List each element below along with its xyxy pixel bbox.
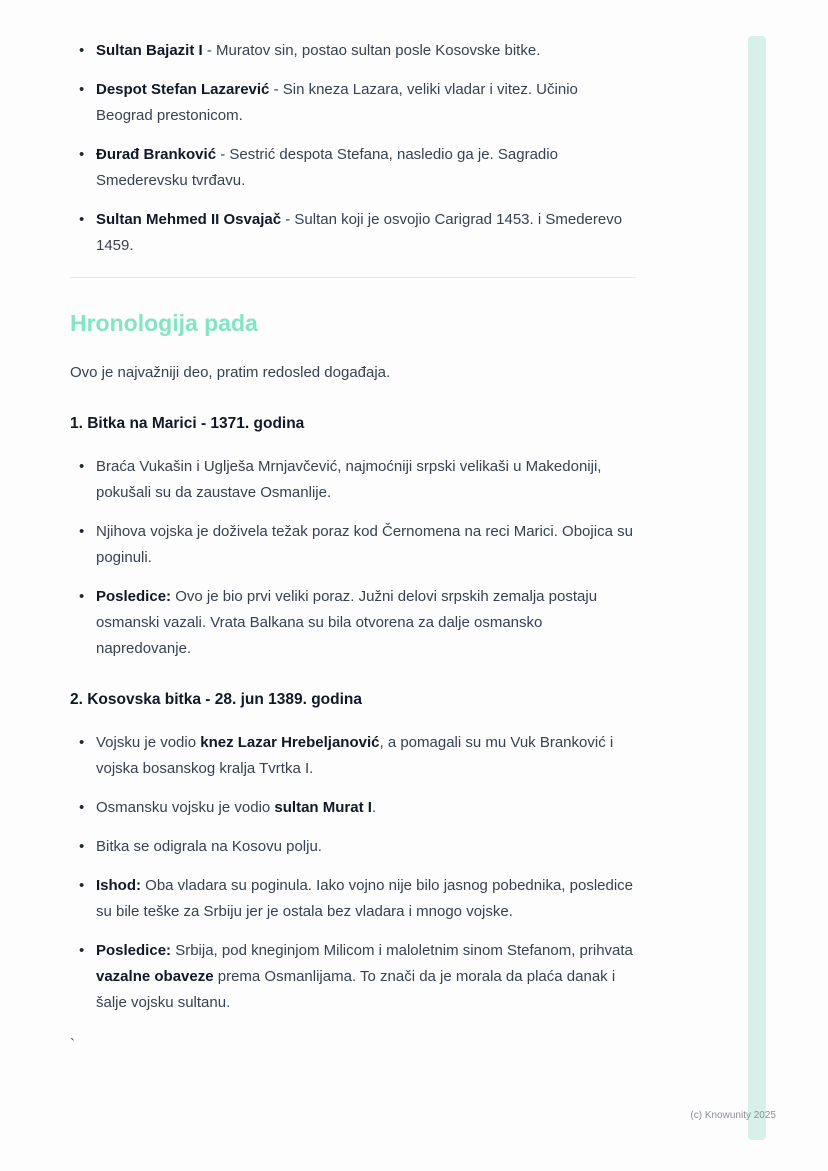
battle1-title: 1. Bitka na Marici - 1371. godina	[70, 415, 305, 432]
section-heading: Hronologija pada	[70, 310, 258, 336]
list-item: • Sultan Bajazit I - Muratov sin, postao sultan posle Kosovske bitke.	[70, 38, 636, 64]
list-item: • Đurađ Branković - Sestrić despota Stefana, nasledio ga je. Sagradio Smederevsku tvrđavu.	[70, 142, 636, 194]
rulers-list	[70, 38, 636, 259]
intro-paragraph: Ovo je najvažniji deo, pratim redosled događaja.	[70, 364, 391, 381]
list-item: • Posledice: Ovo je bio prvi veliki poraz. Južni delovi srpskih zemalja postaju osmanski vazali. Vrata Balkana su bila otvorena za dalje osmansko napredovanje.	[70, 584, 636, 662]
list-item: • Vojsku je vodio knez Lazar Hrebeljanović, a pomagali su mu Vuk Branković i vojska bosanskog kralja Tvrtka I.	[70, 730, 636, 782]
stray-character: `	[70, 1036, 75, 1053]
list-item: • Bitka se odigrala na Kosovu polju.	[70, 834, 636, 860]
list-item: • Osmansku vojsku je vodio sultan Murat I.	[70, 795, 636, 821]
footer-copyright: (c) Knowunity 2025	[690, 1110, 776, 1121]
battle2-title: 2. Kosovska bitka - 28. jun 1389. godina	[70, 691, 363, 708]
list-item: • Sultan Mehmed II Osvajač - Sultan koji je osvojio Carigrad 1453. i Smederevo 1459.	[70, 207, 636, 259]
battle1-list	[70, 454, 636, 662]
document-content	[70, 38, 636, 1053]
list-item: • Despot Stefan Lazarević - Sin kneza Lazara, veliki vladar i vitez. Učinio Beograd prestonicom.	[70, 77, 636, 129]
section-divider	[70, 277, 636, 278]
list-item: • Njihova vojska je doživela težak poraz kod Černomena na reci Marici. Obojica su poginuli.	[70, 519, 636, 571]
battle2-list	[70, 730, 636, 1016]
list-item: • Posledice: Srbija, pod kneginjom Milicom i maloletnim sinom Stefanom, prihvata vazalne obaveze prema Osmanlijama. To znači da je morala da plaća danak i šalje vojsku sultanu.	[70, 938, 636, 1016]
list-item: • Ishod: Oba vladara su poginula. Iako vojno nije bilo jasnog pobednika, posledice su bile teške za Srbiju jer je ostala bez vladara i mnogo vojske.	[70, 873, 636, 925]
list-item: • Braća Vukašin i Uglješa Mrnjavčević, najmoćniji srpski velikaši u Makedoniji, pokušali su da zaustave Osmanlije.	[70, 454, 636, 506]
page-edge-accent-stripe	[748, 36, 766, 1140]
